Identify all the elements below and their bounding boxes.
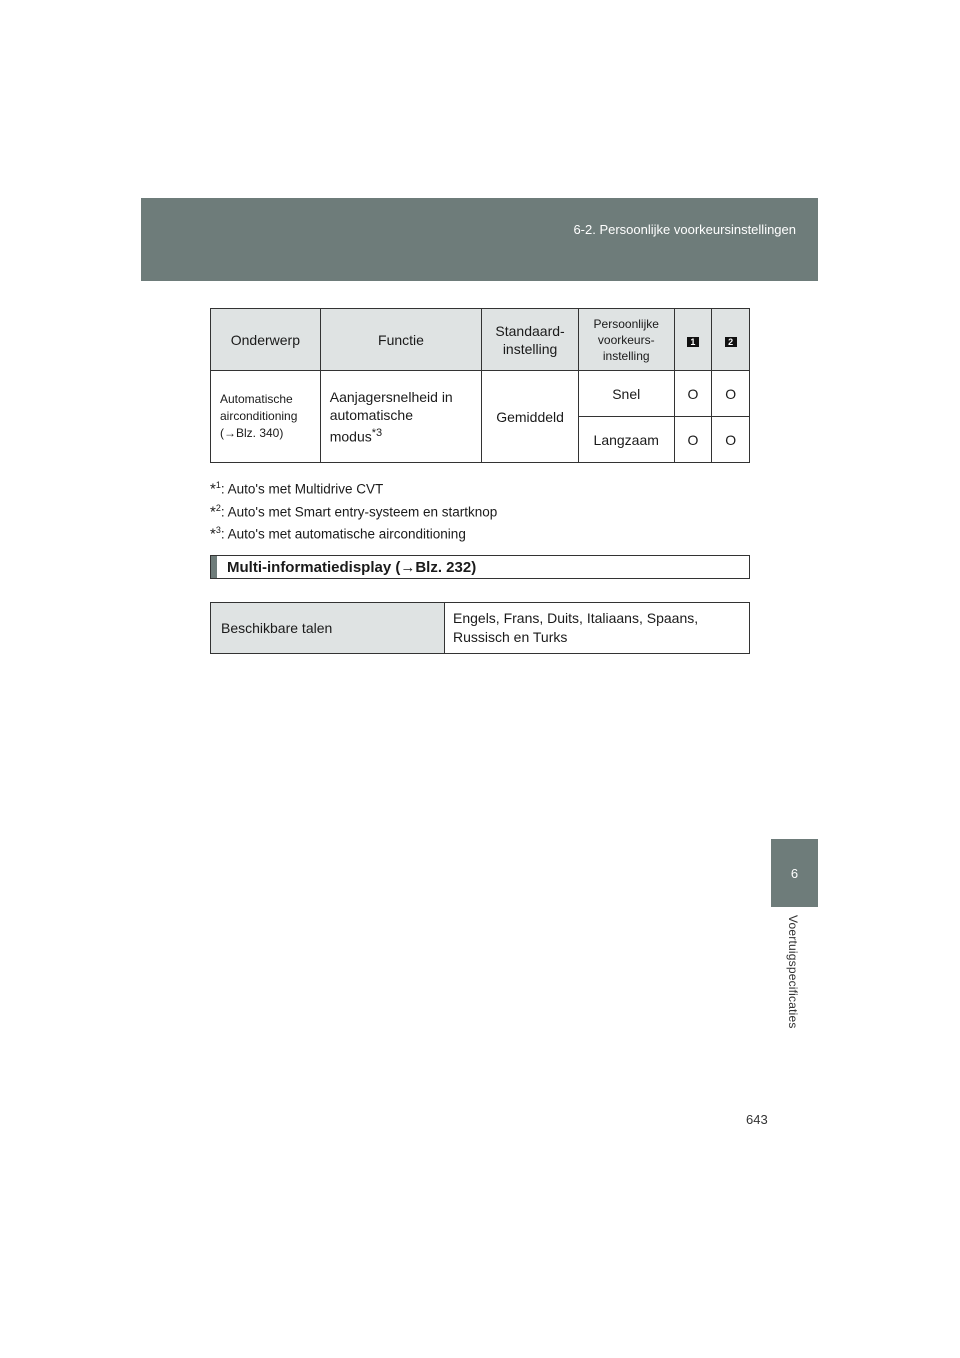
header-subject: Onderwerp [211, 309, 321, 371]
languages-table [210, 602, 750, 654]
table-row [211, 371, 750, 417]
chapter-label: Voertuigspecificaties [786, 915, 800, 1029]
cell-o-2-1: O [674, 417, 712, 463]
section-title: 6-2. Persoonlijke voorkeursinstellingen [573, 222, 796, 237]
table-header-row [211, 309, 750, 371]
header-personal: Persoonlijke voorkeurs- instelling [578, 309, 674, 371]
function-text: Aanjagersnelheid in automatische modus [329, 388, 453, 445]
function-note: *3 [371, 426, 383, 439]
page-number: 643 [746, 1112, 768, 1127]
footnote-num: 2 [215, 502, 221, 513]
section-heading [210, 555, 750, 579]
footnote-num: 1 [215, 480, 221, 490]
chapter-number: 6 [790, 865, 799, 881]
header-function: Functie [320, 309, 481, 371]
footnote-mark: * [210, 525, 216, 543]
cell-option-1: Snel [578, 371, 674, 417]
cell-o-2-2: O [712, 417, 750, 463]
header-col1 [674, 309, 712, 371]
badge-1: 1 [687, 337, 699, 347]
footnote-2 [210, 499, 497, 522]
footnote-text: : Auto's met Smart entry-systeem en startknop [220, 504, 498, 519]
header-col2 [712, 309, 750, 371]
footnote-3 [210, 521, 497, 544]
badge-2: 2 [725, 337, 737, 347]
footnote-mark: * [210, 480, 216, 498]
cell-o-1-1: O [674, 371, 712, 417]
footnote-1 [210, 476, 497, 499]
footnote-text: : Auto's met automatische airconditioning [220, 526, 466, 542]
chapter-tab [771, 839, 818, 907]
header-band [141, 198, 818, 281]
header-default: Standaard- instelling [482, 309, 579, 371]
footnote-num: 3 [215, 525, 221, 535]
cell-o-1-2: O [712, 371, 750, 417]
cell-default: Gemiddeld [482, 371, 579, 463]
languages-label: Beschikbare talen [211, 603, 445, 654]
footnote-text: : Auto's met Multidrive CVT [220, 481, 384, 497]
footnote-mark: * [210, 503, 216, 520]
languages-value: Engels, Frans, Duits, Italiaans, Spaans, Russisch en Turks [445, 603, 750, 654]
footnotes [210, 476, 497, 544]
settings-table [210, 308, 750, 463]
table-row [211, 603, 750, 654]
cell-option-2: Langzaam [578, 417, 674, 463]
cell-function [320, 371, 481, 463]
cell-subject: Automatische airconditioning (→Blz. 340) [211, 371, 321, 463]
section-heading-title: Multi-informatiedisplay (→Blz. 232) [227, 558, 477, 576]
